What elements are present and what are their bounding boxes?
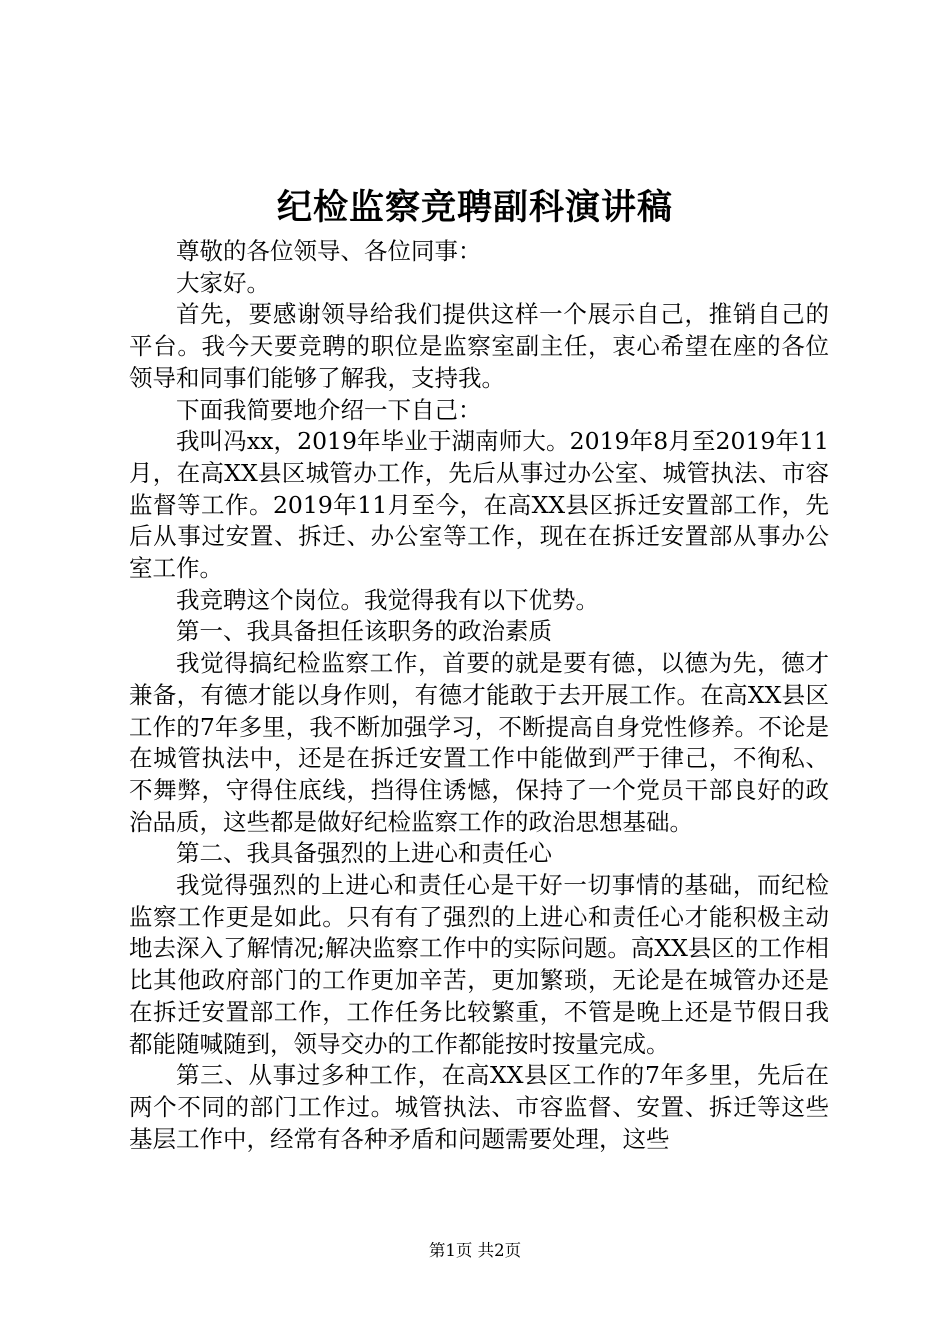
paragraph: 我竞聘这个岗位。我觉得我有以下优势。 — [176, 585, 599, 614]
paragraph: 首先，要感谢领导给我们提供这样一个展示自己，推销自己的平台。我今天要竞聘的职位是监察室副主任，衷心希望在座的各位领导和同事们能够了解我，支持我。 — [129, 300, 829, 392]
document-body — [129, 236, 829, 1155]
document-title: 纪检监察竞聘副科演讲稿 — [276, 187, 673, 228]
paragraph: 下面我简要地介绍一下自己： — [176, 395, 482, 424]
paragraph: 大家好。 — [176, 268, 270, 297]
paragraph: 尊敬的各位领导、各位同事： — [176, 237, 482, 265]
paragraph: 我叫冯xx，2019年毕业于湖南师大。2019年8月至2019年11月，在高XX县区城管办工作，先后从事过办公室、城管执法、市容监督等工作。2019年11月至今，在高XX县区拆迁安置部工作，先后从事过安置、拆迁、办公室等工作，现在在拆迁安置部从事办公室工作。 — [129, 427, 829, 583]
page-number-footer: 第1页 共2页 — [428, 1241, 522, 1260]
paragraph: 第二、我具备强烈的上进心和责任心 — [176, 839, 552, 868]
paragraph: 第三、从事过多种工作，在高XX县区工作的7年多里，先后在两个不同的部门工作过。城管执法、市容监督、安置、拆迁等这些基层工作中，经常有各种矛盾和问题需要处理，这些 — [129, 1061, 829, 1153]
paragraph: 我觉得搞纪检监察工作，首要的就是要有德，以德为先，德才兼备，有德才能以身作则，有德才能敢于去开展工作。在高XX县区工作的7年多里，我不断加强学习，不断提高自身党性修养。不论是在城管执法中，还是在拆迁安置工作中能做到严于律己，不徇私、不舞弊，守得住底线，挡得住诱憾，保持了一个党员干部良好的政治品质，这些都是做好纪检监察工作的政治思想基础。 — [129, 649, 829, 836]
paragraph: 第一、我具备担任该职务的政治素质 — [176, 617, 552, 646]
paragraph: 我觉得强烈的上进心和责任心是干好一切事情的基础，而纪检监察工作更是如此。只有有了强烈的上进心和责任心才能积极主动地去深入了解情况;解决监察工作中的实际问题。高XX县区的工作相比其他政府部门的工作更加辛苦，更加繁琐，无论是在城管办还是在拆迁安置部工作，工作任务比较繁重，不管是晚上还是节假日我都能随喊随到，领导交办的工作都能按时按量完成。 — [129, 871, 829, 1058]
